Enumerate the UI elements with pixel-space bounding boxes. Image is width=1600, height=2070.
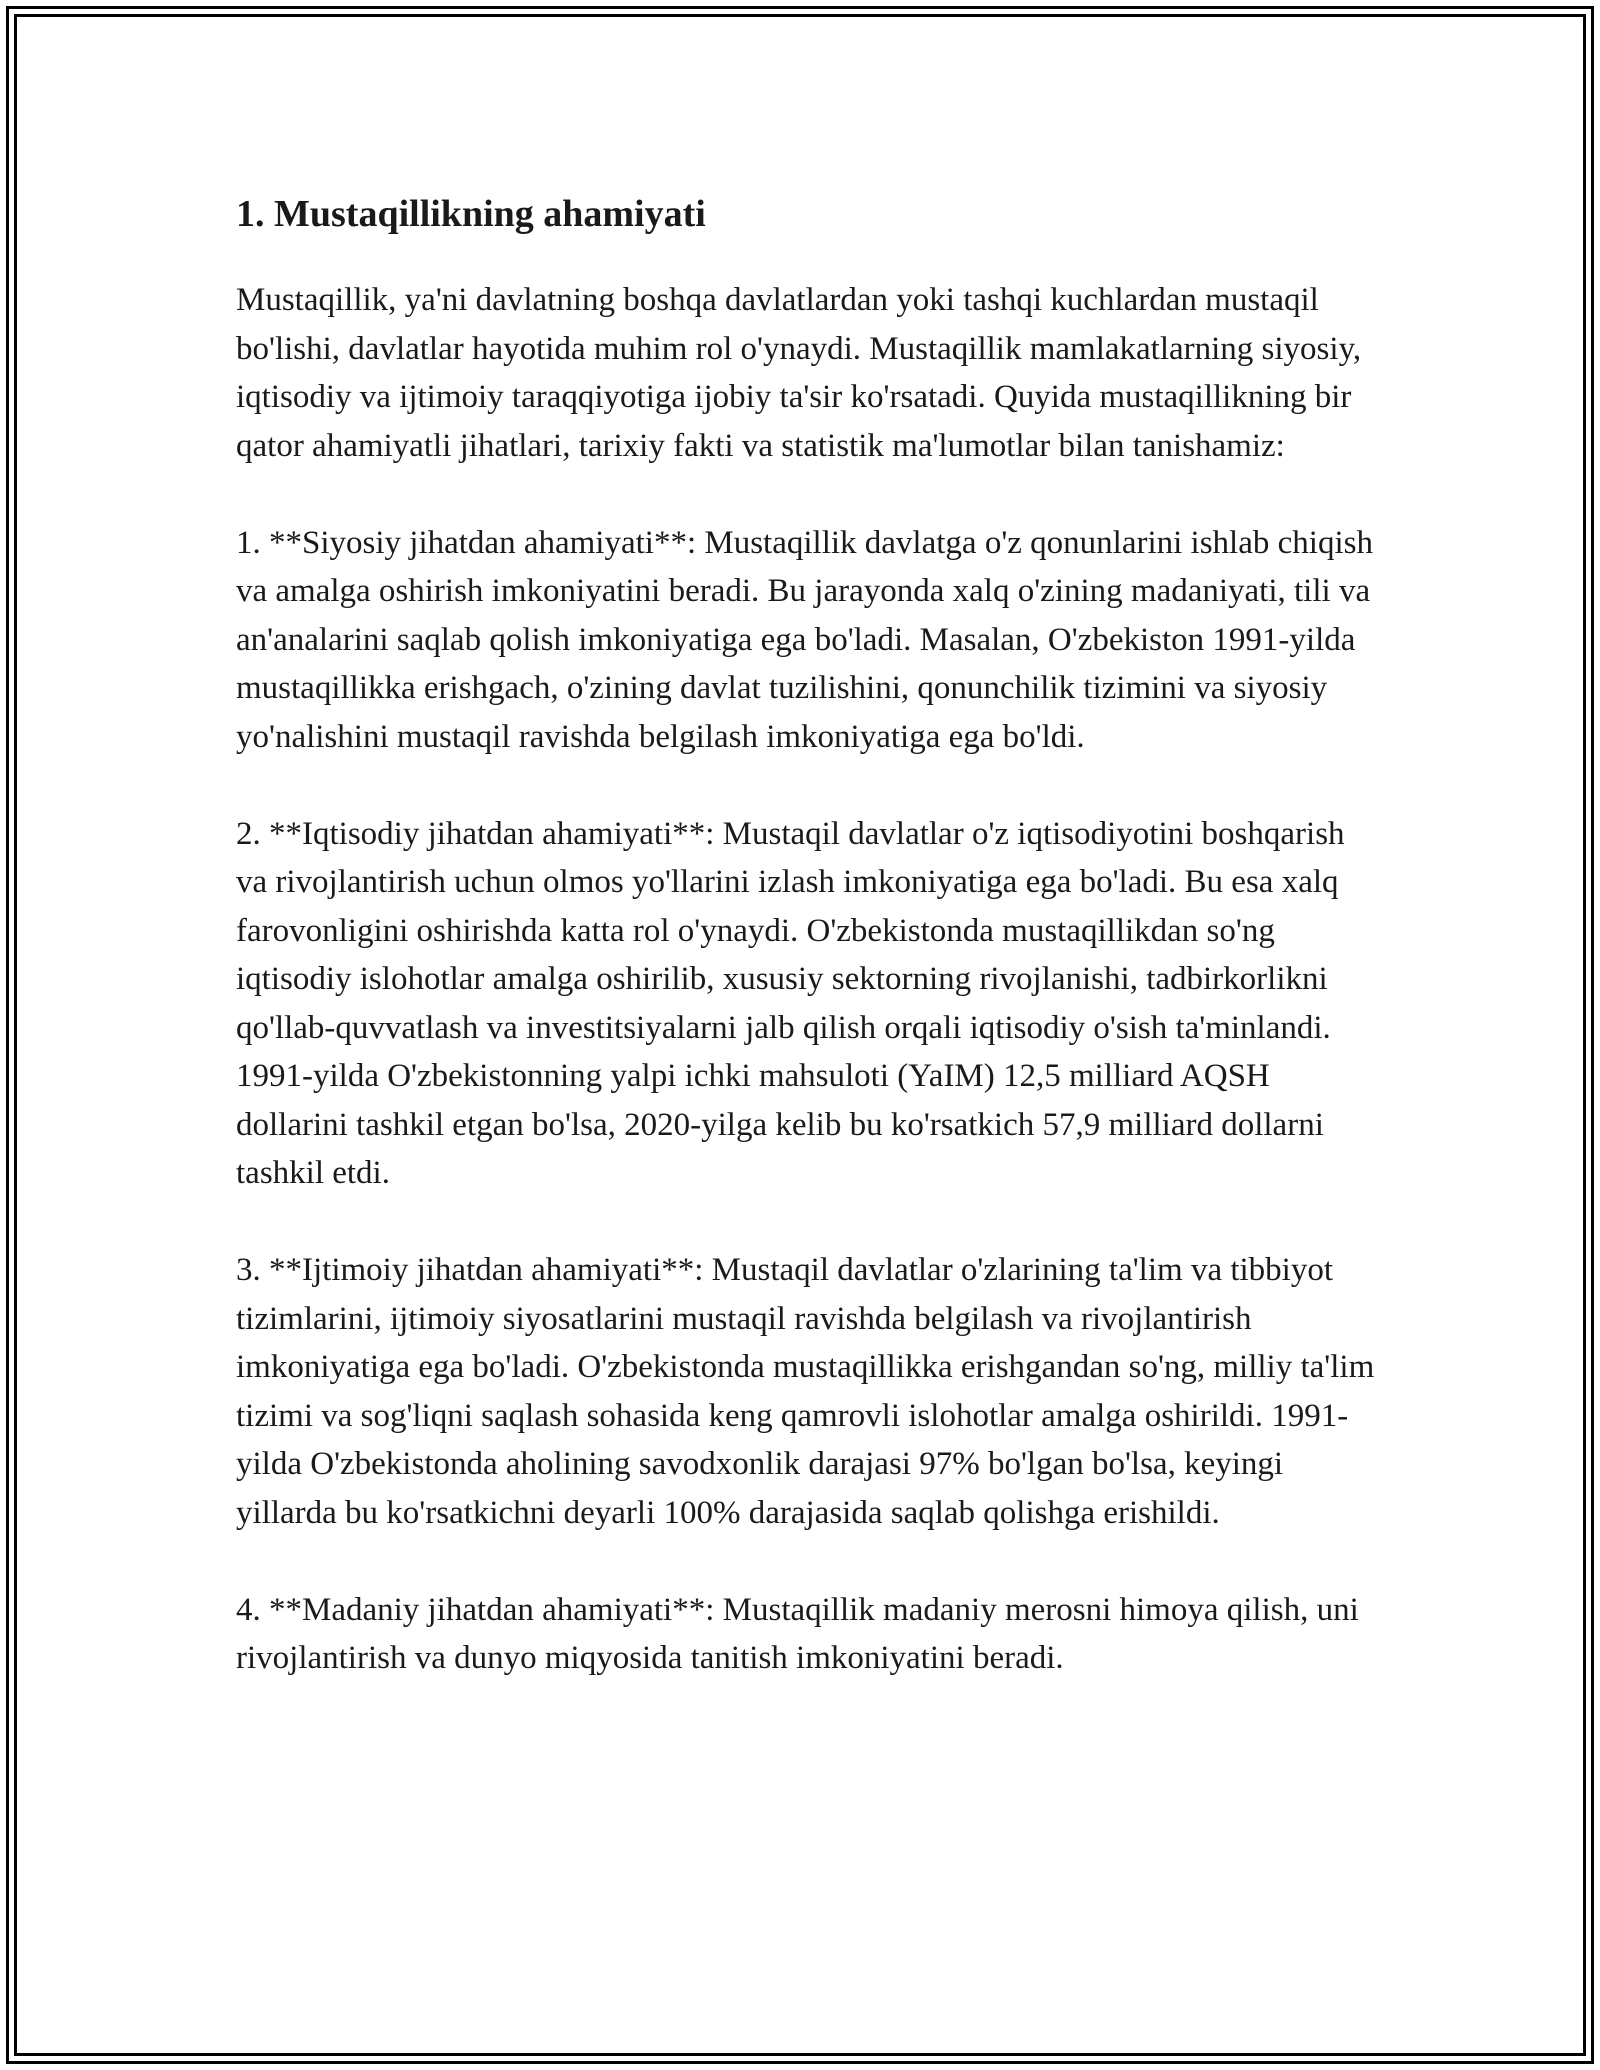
political-paragraph: 1. **Siyosiy jihatdan ahamiyati**: Mustaqillik davlatga o'z qonunlarini ishlab chiqish va amalga oshirish imkoniyatini beradi. Bu jarayonda xalq o'zining madaniyati, tili va an'analarini saqlab qolish imkoniyatiga ega bo'ladi. Masalan, O'zbekiston 1991-yilda mustaqillikka erishgach, o'zining davlat tuzilishini, qonunchilik tizimini va siyosiy yo'nalishini mustaqil ravishda belgilash imkoniyatiga ega bo'ldi. bbox=[236, 524, 1373, 755]
cultural-paragraph: 4. **Madaniy jihatdan ahamiyati**: Mustaqillik madaniy merosni himoya qilish, uni rivojlantirish va dunyo miqyosida tanitish imkoniyatini beradi. bbox=[236, 1591, 1359, 1676]
economic-paragraph: 2. **Iqtisodiy jihatdan ahamiyati**: Mustaqil davlatlar o'z iqtisodiyotini boshqarish va rivojlantirish uchun olmos yo'llarini izlash imkoniyatiga ega bo'ladi. Bu esa xalq farovonligini oshirishda katta rol o'ynaydi. O'zbekistonda mustaqillikdan so'ng iqtisodiy islohotlar amalga oshirilib, xususiy sektorning rivojlanishi, tadbirkorlikni qo'llab-quvvatlash va investitsiyalarni jalb qilish orqali iqtisodiy o'sish ta'minlandi. 1991-yilda O'zbekistonning yalpi ichki mahsuloti (YaIM) 12,5 milliard AQSH dollarini tashkil etgan bo'lsa, 2020-yilga kelib bu ko'rsatkich 57,9 milliard dollarni tashkil etdi. bbox=[236, 815, 1345, 1191]
social-paragraph: 3. **Ijtimoiy jihatdan ahamiyati**: Mustaqil davlatlar o'zlarining ta'lim va tibbiyot tizimlarini, ijtimoiy siyosatlarini mustaqil ravishda belgilash va rivojlantirish imkoniyatiga ega bo'ladi. O'zbekistonda mustaqillikka erishgandan so'ng, milliy ta'lim tizimi va sog'liqni saqlash sohasida keng qamrovli islohotlar amalga oshirildi. 1991-yilda O'zbekistonda aholining savodxonlik darajasi 97% bo'lgan bo'lsa, keyingi yillarda bu ko'rsatkichni deyarli 100% darajasida saqlab qolishga erishildi. bbox=[236, 1252, 1375, 1531]
intro-paragraph: Mustaqillik, ya'ni davlatning boshqa davlatlardan yoki tashqi kuchlardan mustaqil bo'lishi, davlatlar hayotida muhim rol o'ynaydi. Mustaqillik mamlakatlarning siyosiy, iqtisodiy va ijtimoiy taraqqiyotiga ijobiy ta'sir ko'rsatadi. Quyida mustaqillikning bir qator ahamiyatli jihatlari, tarixiy fakti va statistik ma'lumotlar bilan tanishamiz: bbox=[236, 282, 1362, 464]
document-body bbox=[236, 188, 1376, 1731]
document-title: 1. Mustaqillikning ahamiyati bbox=[236, 193, 706, 235]
